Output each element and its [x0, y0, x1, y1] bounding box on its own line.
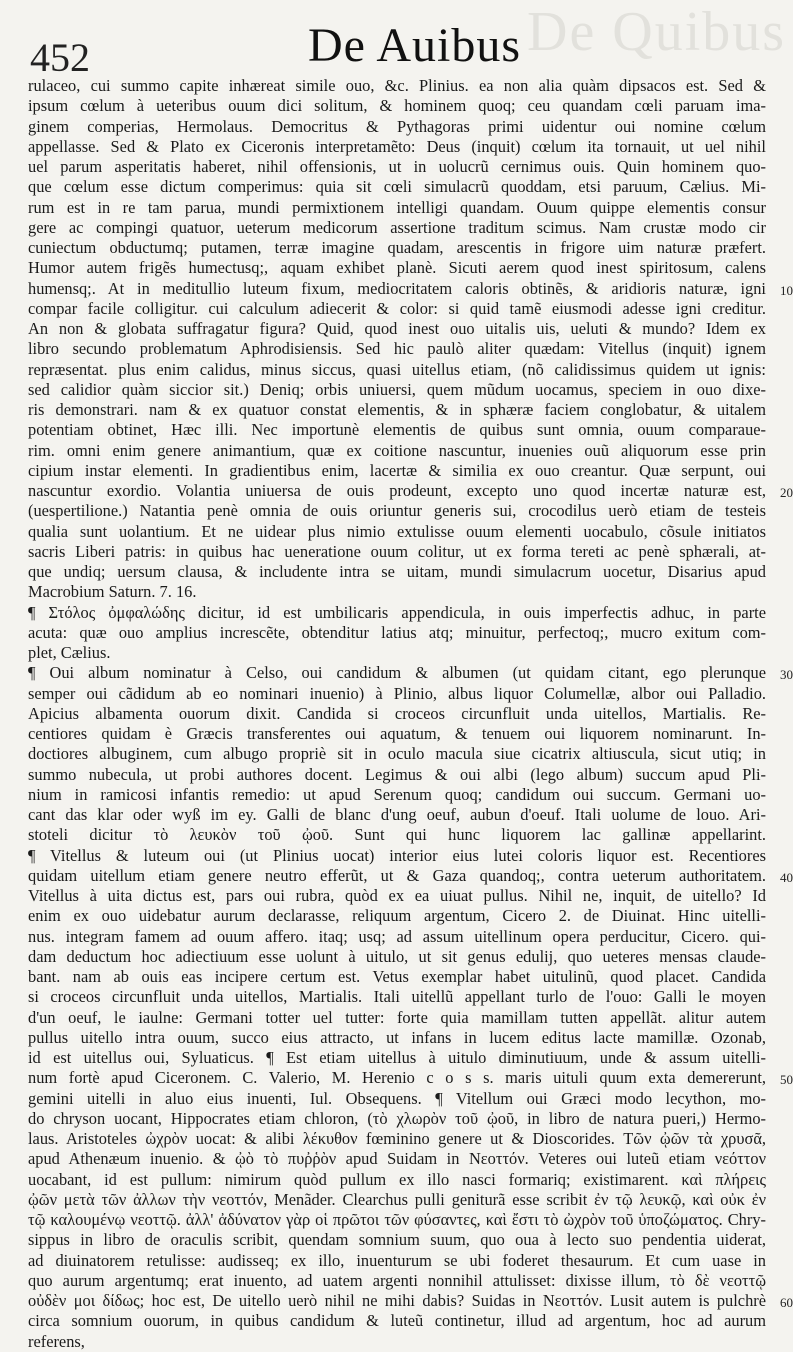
- margin-line-number: 40: [780, 869, 793, 885]
- margin-line-number: 50: [780, 1072, 793, 1088]
- bleed-through-text: De Quibus: [527, 1, 787, 63]
- text-line: si croceos circunfluit unda uitellos, Martialis. Itali uitellũ appellant turlo de l'ouo: Galli le moyen: [28, 987, 766, 1007]
- text-line: compar facile colligitur. cui calculum adiecerit & color: si quid tamẽ eiusmodi adesse igni creditur.: [28, 298, 766, 318]
- text-line: gere ac compingi quatuor, ueterum medicorum assertione traditum scimus. Nam crustæ modo cir: [28, 217, 766, 237]
- text-line: repræsentat. plus enim calidus, minus siccus, quasi uitellus etiam, (nõ calidissimus quidem ut ignis:: [28, 359, 766, 379]
- text-line: ¶ Oui album nominatur à Celso, oui candidum & albumen (ut quidam citant, ego plerunque: [28, 663, 766, 683]
- text-line: sed calidior quàm siccior sit.) Deniq; orbis uniuersi, quem mũdum uocamus, speciem in ouo dixe-: [28, 379, 766, 399]
- text-line: uocabant, id est pullum: nimirum quòd pullum ex illo nasci formariq; existimarent. καὶ πλήρεις: [28, 1169, 766, 1189]
- text-line: centiores quidam è Græcis transferentes oui aquatum, & tenuem oui liquorem nominarunt. In-: [28, 724, 766, 743]
- text-line: summo nubecula, ut probi authores docent. Legimus & oui albi (lego album) succum apud Pli-: [28, 764, 766, 784]
- text-line: gemini uitelli in aluo eius inuenti, Iul. Obsequens. ¶ Vitellum oui Græci modo lecython, mo-: [28, 1088, 766, 1108]
- text-line: Vitellus à uita dictus est, pars oui rubra, quòd ex ea uiuat pullus. Nihil ne, inquit, de uitello? Id: [28, 886, 766, 905]
- text-line: que cœlum esse dictum comperimus: quia sit cœli simulacrũ quoddam, etsi paruum, Cælius. Mi-: [28, 177, 766, 197]
- text-line: (uespertilione.) Natantia penè omnia de ouis oriuntur generis sui, crocodilus uerò etiam de testeis: [28, 501, 766, 521]
- text-line: ¶ Vitellus & luteum oui (ut Plinius uocat) interior eius lutei coloris liquor est. Recentiores: [28, 845, 766, 865]
- text-line: libro secundo problematum Aphrodisiensis. Sed hic paulò aliter quædam: Vitellus (inquit) ignem: [28, 339, 766, 359]
- text-line: num fortè apud Ciceronem. C. Valerio, M. Herenio c o s s. maris uituli quum exta demererunt,: [28, 1068, 766, 1088]
- text-line: humensq;. At in meditullio luteum fixum, mediocritatem caloris obtinẽs, & aridioris naturæ, igni: [28, 278, 766, 298]
- text-line: doctiores albuginem, cum albugo propriè sit in oculo macula siue cicatrix altiuscula, sicut utiq; in: [28, 744, 766, 764]
- text-line: nus. integram famem ad ouum affero. itaq; usq; ad assum uitellinum opera perducitur, Cicero. qui-: [28, 926, 766, 946]
- text-line: ᾠῶν μετὰ τῶν ἀλλων τὴν νεοττόν, Menãder. Clearchus pulli geniturã esse scribit ἐν τῷ λευκῷ, καὶ οὐκ ἐν: [28, 1189, 766, 1209]
- text-line: cant das klar oder wyß im ey. Galli de blanc d'ung oeuf, aubun d'oeuf. Itali uolume de louo. Ari-: [28, 805, 766, 824]
- text-line: enim ex ouo uidebatur aurum declarasse, reliquum argentum, Cicero 2. de Diuinat. Hinc uitelli-: [28, 906, 766, 926]
- text-line: τῷ καλουμένῳ νεοττῷ. ἀλλ' ἀδύνατον γὰρ οἱ πρῶτοι τῶν φύσαντες, καὶ ἔστι τὸ ὠχρὸν τοῦ ὑποζώματος. Chry-: [28, 1210, 766, 1229]
- margin-line-number: 60: [780, 1295, 793, 1310]
- text-line: stoteli dicitur τὸ λευκὸν τοῦ ᾠοῦ. Sunt qui hunc liquorem lac gallinæ appellarint.: [28, 825, 766, 845]
- text-line: circa somnium ouorum, in quibus candidum & luteũ continetur, illud ad argentum, hoc ad aurum: [28, 1311, 766, 1331]
- text-line: quidam uitellum etiam genere neutro efferũt, ut & Gaza quandoq;, contra ueterum authoritatem.: [28, 865, 766, 885]
- text-line: quo aurum argentumq; erat inuento, ad uatem argenti nonnihil attulisset: dixisse illum, τὸ δὲ νεοττῷ: [28, 1270, 766, 1290]
- text-line: d'un oeuf, le iaulne: Germani totter uel tutter: forte quia mamillam tutten appellãt. alitur autem: [28, 1007, 766, 1027]
- text-line: nascuntur exordio. Volantia uniuersa de ouis prodeunt, excepto uno quod incertæ naturæ est,: [28, 481, 766, 500]
- text-line: Macrobium Saturn. 7. 16.: [28, 582, 197, 602]
- text-line: dam deductum hoc adiectiuum esse uolunt à uitulo, ut sit genus edulij, quo ueteres mensas claude-: [28, 946, 766, 966]
- text-line: Apicius albamenta ouorum dixit. Candida si croceos circunfluit unda uitellos, Martialis. Re-: [28, 703, 766, 723]
- text-line: laus. Aristoteles ὠχρὸν uocat: & alibi λέκυθον fœminino genere ut & Dioscorides. Τῶν ᾠῶν τὰ χρυσᾶ,: [28, 1129, 766, 1148]
- text-line: acuta: quæ ouo amplius increscẽte, obtenditur latius atq; minuitur, perfectoq;, mucro exitum com-: [28, 622, 766, 642]
- text-line: οὐδὲν μοι δίδως; hoc est, De uitello uerò nihil ne mihi dabis? Suidas in Νεοττόν. Lusit autem is pulchrè: [28, 1291, 766, 1310]
- text-line: rum est in re tam parua, mundi permixtionem intelligi quandam. Ouum quippe elementis consur: [28, 197, 766, 217]
- text-line: nium in ramicosi infantis remedio: ut apud Serenum quoq; candidum oui succum. Germani uo-: [28, 784, 766, 804]
- text-line: referens,: [28, 1331, 85, 1351]
- text-line: apud Athenæum inuenio. & ᾠὸ τὸ πυῤῥὸν apud Suidam in Νεοττόν. Veteres oui luteũ etiam νεόττον: [28, 1149, 766, 1169]
- text-line: qualia sunt uolantium. Et ne uidear plus nimio extulisse ouum elementi uocabulo, cõsule initiatos: [28, 521, 766, 541]
- text-line: sippus in libro de oraculis scribit, quendam somnium suum, quo oua à lecto suo pendentia uiderat,: [28, 1230, 766, 1250]
- text-line: plet, Cælius.: [28, 643, 111, 662]
- text-line: id est uitellus oui, Syluaticus. ¶ Est etiam uitellus à uitulo diminutiuum, unde & assum uitelli-: [28, 1048, 766, 1067]
- page-header: [30, 14, 550, 80]
- text-line: sacris Liberi patris: in quibus hac ueneratione ouum colitur, ut ex forma tereti ac penè sphærali, at-: [28, 541, 766, 561]
- text-line: ad diuinatorem retulisse: audisseq; ex illo, inuenturum se ubi foderet thesaurum. Et cum uase in: [28, 1250, 766, 1270]
- text-line: Humor autem frigẽs humectusq;, aquam exhibet planè. Sicuti aerem quod inest spiritosum, calens: [28, 258, 766, 278]
- text-line: uel parum asperitatis haberet, nihil offensionis, ut in uolucrũ cernimus ouis. Quin hominem quo-: [28, 157, 766, 176]
- text-line: bant. nam ab ouis eas incipere certum est. Vetus exemplar habet uitulinũ, quod placet. Candida: [28, 967, 766, 986]
- text-line: ¶ Στόλος ὀμφαλώδης dicitur, id est umbilicaris appendicula, in ouis imperfectis adhuc, in parte: [28, 602, 766, 622]
- text-line: cipium instar elementi. In gradientibus enim, lacertæ & similia ex ouo creantur. Quæ serpunt, oui: [28, 460, 766, 480]
- text-line: ginem comperias, Hermolaus. Democritus & Pythagoras primi uidentur oui nomine cœlum: [28, 116, 766, 136]
- text-line: ipsum cœlum à ueteribus ouum dici solitum, & hominem quoq; ceu quandam cœli paruam ima-: [28, 96, 766, 116]
- text-line: cuniectum obductumq; putamen, terræ imagine quadam, arescentis in frigore uim naturæ præfert.: [28, 238, 766, 257]
- text-line: pullus uitello intra ouum, succo eius attracto, ut infans in lucem editus lacte mamillæ. Ozonab,: [28, 1027, 766, 1047]
- margin-line-number: 20: [780, 485, 793, 500]
- text-line: rulaceo, cui summo capite inhæreat simile ouo, &c. Plinius. ea non alia quàm dipsacos est. Sed &: [28, 76, 766, 95]
- text-line: ris demonstrari. nam & ex quatuor constat elementis, & in sphæræ faciem conglobatur, & uitalem: [28, 400, 766, 419]
- text-line: do chryson uocant, Hippocrates etiam chloron, (τὸ χλωρὸν τοῦ ᾠοῦ, in libro de natura pueri,) Hermo-: [28, 1108, 766, 1128]
- margin-line-number: 10: [780, 282, 793, 298]
- text-line: semper oui cãdidum ab eo nominari inuenio) à Plinio, albus liquor Columellæ, albor oui Palladio.: [28, 683, 766, 703]
- page-number: 452: [30, 35, 90, 80]
- running-title: De Auibus: [308, 19, 521, 72]
- text-line: appellasse. Sed & Plato ex Ciceronis interpretamẽto: Deus (inquit) cœlum ita tornauit, ut uel nihil: [28, 136, 766, 156]
- text-line: que undiq; uersum clausa, & includente intra se uitam, mundi simulacrum uocetur, Disarius apud: [28, 562, 766, 581]
- text-line: potentiam obtinet, Hæc illi. Nec importunè elementis de quibus sunt omnia, ouum comparaue-: [28, 420, 766, 440]
- text-line: An non & globata suffragatur figura? Quid, quod inest ouo uitalis uis, ueluti & mundo? Idem ex: [28, 319, 766, 338]
- margin-line-number: 30: [780, 667, 793, 683]
- text-line: rim. omni enim genere animantium, quæ ex coitione nascuntur, inuenies ouũ aliquorum esse prin: [28, 440, 766, 460]
